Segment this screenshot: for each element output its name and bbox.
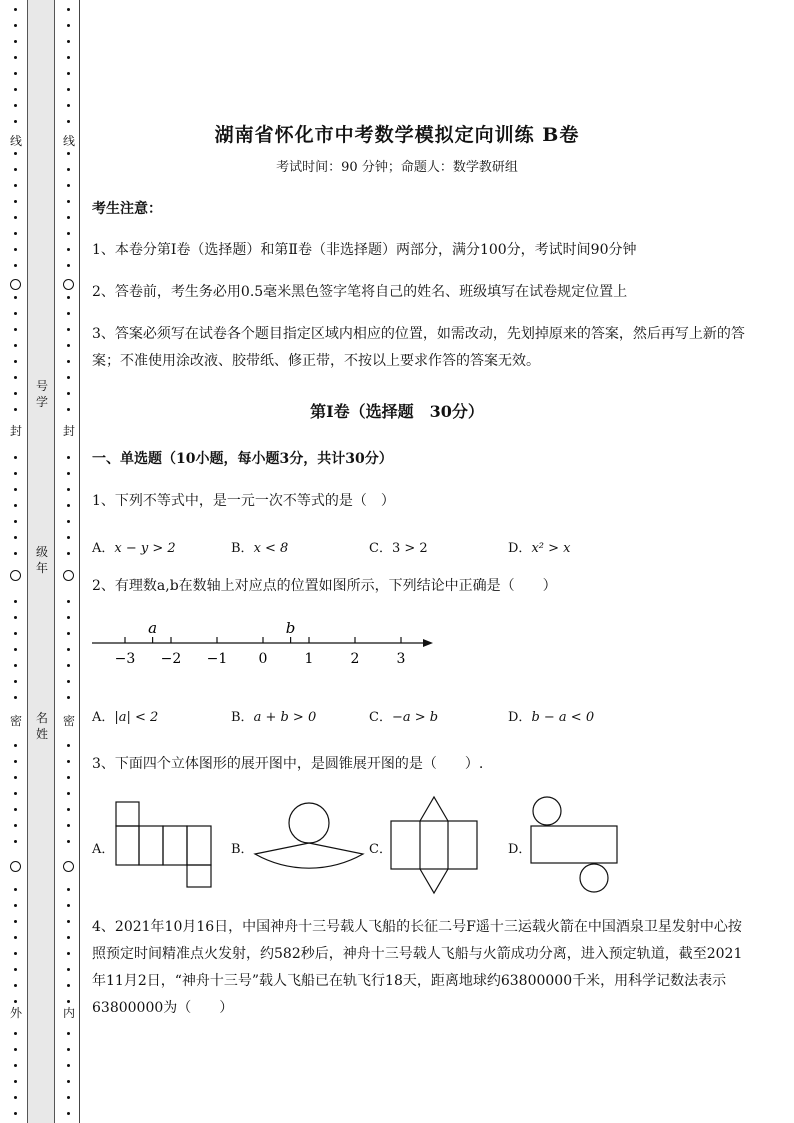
option-label: C． <box>369 710 392 725</box>
q3-option-d-label[interactable]: D． <box>508 842 532 857</box>
margin-dot <box>14 936 17 939</box>
margin-dot <box>67 504 70 507</box>
margin-dot <box>14 840 17 843</box>
margin-dot <box>67 552 70 555</box>
margin-dot <box>67 200 70 203</box>
margin-dot <box>67 616 70 619</box>
margin-dot <box>67 1064 70 1067</box>
margin-dot <box>67 696 70 699</box>
margin-dot <box>14 520 17 523</box>
margin-dot <box>14 664 17 667</box>
option-text: |a| < 2 <box>114 710 159 725</box>
number-line-tick-label: 1 <box>304 651 314 667</box>
margin-dot <box>67 184 70 187</box>
q3-option-b-label[interactable]: B． <box>231 842 254 857</box>
option-text: −a > b <box>391 710 439 725</box>
margin-dot <box>14 376 17 379</box>
question-3-stem: 3、下面四个立体图形的展开图中，是圆锥展开图的是（ ）. <box>92 756 484 772</box>
margin-dot <box>67 760 70 763</box>
margin-dot <box>67 216 70 219</box>
cone-net-figure <box>252 796 372 892</box>
margin-dot <box>67 40 70 43</box>
margin-dot <box>14 968 17 971</box>
margin-dot <box>67 360 70 363</box>
margin-circle <box>63 279 74 290</box>
margin-dot <box>67 824 70 827</box>
q2-option-b[interactable] <box>231 706 316 725</box>
option-text: x − y > 2 <box>114 541 176 556</box>
margin-mark: 外 <box>9 1006 22 1020</box>
margin-dot <box>14 232 17 235</box>
number-line-tick-label: −1 <box>206 651 228 667</box>
margin-dot <box>14 696 17 699</box>
q1-option-a[interactable] <box>92 537 176 556</box>
margin-dot <box>67 56 70 59</box>
field-class: 级年 <box>35 545 48 575</box>
margin-dot <box>67 104 70 107</box>
margin-mark: 线 <box>9 134 22 148</box>
margin-mark: 封 <box>62 424 75 438</box>
margin-dot <box>67 520 70 523</box>
margin-dot <box>67 328 70 331</box>
margin-dot <box>67 1080 70 1083</box>
number-line-tick-label: −2 <box>160 651 182 667</box>
margin-dot <box>14 1048 17 1051</box>
margin-mark: 封 <box>9 424 22 438</box>
margin-dot <box>67 936 70 939</box>
margin-dot <box>67 344 70 347</box>
q2-option-c[interactable] <box>369 706 438 725</box>
option-text: 3 > 2 <box>391 541 428 556</box>
margin-dot <box>14 184 17 187</box>
margin-circle <box>10 279 21 290</box>
margin-dot <box>14 72 17 75</box>
margin-dot <box>67 152 70 155</box>
margin-dot <box>14 888 17 891</box>
margin-dot <box>14 392 17 395</box>
margin-mark: 线 <box>62 134 75 148</box>
margin-dot <box>67 1032 70 1035</box>
margin-dot <box>14 504 17 507</box>
margin-dot <box>14 312 17 315</box>
option-label: B． <box>231 541 254 556</box>
page-title: 湖南省怀化市中考数学模拟定向训练 B卷 <box>214 124 580 146</box>
margin-dot <box>67 376 70 379</box>
margin-dot <box>67 904 70 907</box>
margin-dot <box>67 488 70 491</box>
margin-dot <box>67 952 70 955</box>
margin-dot <box>67 264 70 267</box>
option-label: A． <box>92 541 115 556</box>
margin-dot <box>67 984 70 987</box>
margin-dot <box>67 840 70 843</box>
margin-dot <box>14 1032 17 1035</box>
prism-net-figure <box>388 794 480 896</box>
q2-option-d[interactable] <box>508 706 594 725</box>
q3-option-a-label[interactable]: A． <box>92 842 115 857</box>
margin-circle <box>10 570 21 581</box>
margin-circle <box>63 861 74 872</box>
margin-dot <box>14 152 17 155</box>
q1-option-c[interactable] <box>369 537 428 556</box>
q2-option-a[interactable] <box>92 706 158 725</box>
option-text: b − a < 0 <box>531 710 595 725</box>
option-label: C． <box>369 541 392 556</box>
margin-dot <box>14 600 17 603</box>
margin-dot <box>14 104 17 107</box>
margin-dot <box>14 24 17 27</box>
part-title: 一、单选题（10小题，每小题3分，共计30分） <box>92 451 393 467</box>
question-2-stem: 2、有理数a,b在数轴上对应点的位置如图所示，下列结论中正确是（ ） <box>92 578 557 594</box>
margin-dot <box>14 1064 17 1067</box>
margin-dot <box>67 808 70 811</box>
margin-dot <box>14 792 17 795</box>
margin-dot <box>67 968 70 971</box>
margin-dot <box>67 472 70 475</box>
margin-dot <box>14 8 17 11</box>
margin-dot <box>67 536 70 539</box>
option-text: x² > x <box>531 541 571 556</box>
number-line-figure <box>88 618 438 670</box>
q1-option-b[interactable] <box>231 537 288 556</box>
margin-dot <box>14 984 17 987</box>
number-line-point-label: b <box>285 619 296 637</box>
margin-dot <box>67 1000 70 1003</box>
cylinder-net-figure <box>528 794 620 896</box>
cube-net-figure <box>110 800 220 892</box>
notice-heading: 考生注意： <box>92 201 162 217</box>
margin-dot <box>67 392 70 395</box>
margin-dot <box>14 40 17 43</box>
notice-item-1: 1、本卷分第Ⅰ卷（选择题）和第Ⅱ卷（非选择题）两部分，满分100分，考试时间90分钟 <box>92 242 637 258</box>
margin-dot <box>67 456 70 459</box>
margin-dot <box>14 952 17 955</box>
option-label: B． <box>231 710 254 725</box>
option-label: D． <box>508 541 532 556</box>
margin-dot <box>14 616 17 619</box>
margin-dot <box>67 1112 70 1115</box>
margin-dot <box>14 264 17 267</box>
margin-dot <box>14 360 17 363</box>
number-line-tick-label: 2 <box>350 651 360 667</box>
margin-dot <box>67 680 70 683</box>
margin-dot <box>67 72 70 75</box>
notice-item-2: 2、答卷前，考生务必用0.5毫米黑色签字笔将自己的姓名、班级填写在试卷规定位置上 <box>92 284 628 300</box>
margin-dot <box>67 1048 70 1051</box>
q1-option-d[interactable] <box>508 537 570 556</box>
margin-dot <box>14 760 17 763</box>
margin-circle <box>63 570 74 581</box>
margin-dot <box>14 824 17 827</box>
exam-info: 考试时间：90 分钟；命题人：数学教研组 <box>276 160 518 175</box>
margin-dot <box>14 632 17 635</box>
number-line-tick-label: −3 <box>114 651 136 667</box>
margin-dot <box>14 744 17 747</box>
margin-dot <box>67 296 70 299</box>
margin-dot <box>14 680 17 683</box>
option-text: x < 8 <box>253 541 289 556</box>
margin-dot <box>14 216 17 219</box>
option-text: a + b > 0 <box>253 710 317 725</box>
margin-dot <box>67 776 70 779</box>
margin-dot <box>14 536 17 539</box>
margin-dot <box>14 1112 17 1115</box>
margin-dot <box>67 664 70 667</box>
margin-dot <box>14 88 17 91</box>
margin-mark: 内 <box>62 1006 75 1020</box>
margin-dot <box>14 776 17 779</box>
margin-dot <box>14 248 17 251</box>
margin-mark: 密 <box>62 714 75 728</box>
margin-dot <box>14 56 17 59</box>
margin-circle <box>10 861 21 872</box>
margin-dot <box>67 24 70 27</box>
margin-dot <box>67 248 70 251</box>
question-4-stem: 4、2021年10月16日，中国神舟十三号载人飞船的长征二号F遥十三运载火箭在中国酒泉卫星发射中心按照预定时间精准点火发射，约582秒后，神舟十三号载人飞船与火箭成功分离，进入预定轨道，截至2021年11月2日，“神舟十三号”载人飞船已在轨飞行18天，距离地球约63800000千米，用科学记数法表示63800000为（ ） <box>92 919 743 1016</box>
section-title: 第Ⅰ卷（选择题 30分） <box>310 402 484 421</box>
q3-option-c-label[interactable]: C． <box>369 842 392 857</box>
option-label: D． <box>508 710 532 725</box>
margin-dot <box>67 792 70 795</box>
margin-dot <box>14 296 17 299</box>
margin-dot <box>14 920 17 923</box>
margin-dot <box>14 472 17 475</box>
margin-dot <box>14 488 17 491</box>
margin-mark: 密 <box>9 714 22 728</box>
margin-dot <box>14 456 17 459</box>
notice-item-3: 3、答案必须写在试卷各个题目指定区域内相应的位置，如需改动，先划掉原来的答案，然后再写上新的答案；不准使用涂改液、胶带纸、修正带，不按以上要求作答的答案无效。 <box>92 326 745 369</box>
margin-dot <box>14 1000 17 1003</box>
question-1-stem: 1、下列不等式中，是一元一次不等式的是（ ） <box>92 493 395 509</box>
number-line-tick-label: 3 <box>396 651 406 667</box>
margin-dot <box>67 744 70 747</box>
margin-dot <box>67 232 70 235</box>
margin-dot <box>67 8 70 11</box>
field-name: 名姓 <box>35 711 48 741</box>
margin-dot <box>14 344 17 347</box>
margin-dot <box>14 1096 17 1099</box>
field-student-id: 号学 <box>35 379 48 409</box>
margin-dot <box>14 1080 17 1083</box>
margin-dot <box>67 1096 70 1099</box>
margin-dot <box>14 904 17 907</box>
number-line-point-label: a <box>148 619 158 637</box>
margin-dot <box>67 632 70 635</box>
option-label: A． <box>92 710 115 725</box>
margin-dot <box>67 312 70 315</box>
margin-dot <box>14 200 17 203</box>
margin-dot <box>14 328 17 331</box>
margin-dot <box>67 920 70 923</box>
margin-dot <box>14 808 17 811</box>
margin-dot <box>14 552 17 555</box>
margin-dot <box>67 648 70 651</box>
margin-dot <box>67 600 70 603</box>
margin-dot <box>14 648 17 651</box>
margin-dot <box>67 88 70 91</box>
margin-dot <box>67 888 70 891</box>
number-line-tick-label: 0 <box>258 651 268 667</box>
number-line-arrow <box>423 639 433 647</box>
